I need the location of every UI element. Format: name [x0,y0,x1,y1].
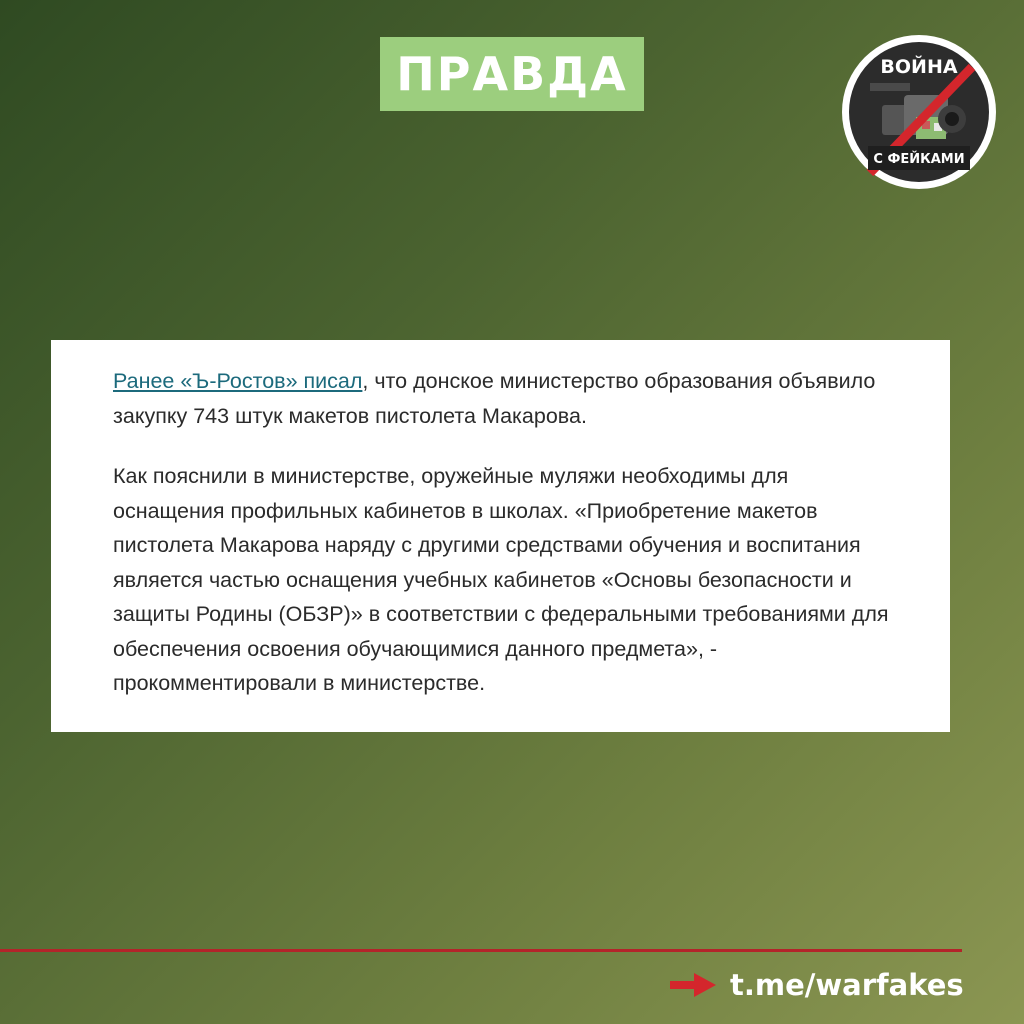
logo-top-text: ВОЙНА [880,56,958,78]
pravda-badge: ПРАВДА [380,37,644,111]
paragraph-2: Как пояснили в министерстве, оружейные муляжи необходимы для оснащения профильных кабинетов в школах. «Приобретение макетов пистолета Макарова наряду с другими средствами обучения и воспитания является частью оснащения учебных кабинетов «Основы безопасности и защиты Родины (ОБЗР)» в соответствии с федеральными требованиями для обеспечения освоения обучающимися данного предмета», - прокомментировали в министерстве. [113,464,889,695]
telegram-handle-link[interactable]: t.me/warfakes [730,968,964,1002]
source-link[interactable]: Ранее «Ъ-Ростов» писал [113,369,363,393]
war-on-fakes-logo [840,33,998,191]
footer [670,962,964,1008]
arrow-right-icon [670,973,716,997]
red-divider [0,949,962,952]
paragraph-1-text: , что донское министерство образования объявило закупку 743 штук макетов пистолета Макарова. [113,369,876,428]
logo-bottom-text: С ФЕЙКАМИ [873,152,965,167]
article-card [51,340,950,732]
paragraph-1 [113,364,890,433]
